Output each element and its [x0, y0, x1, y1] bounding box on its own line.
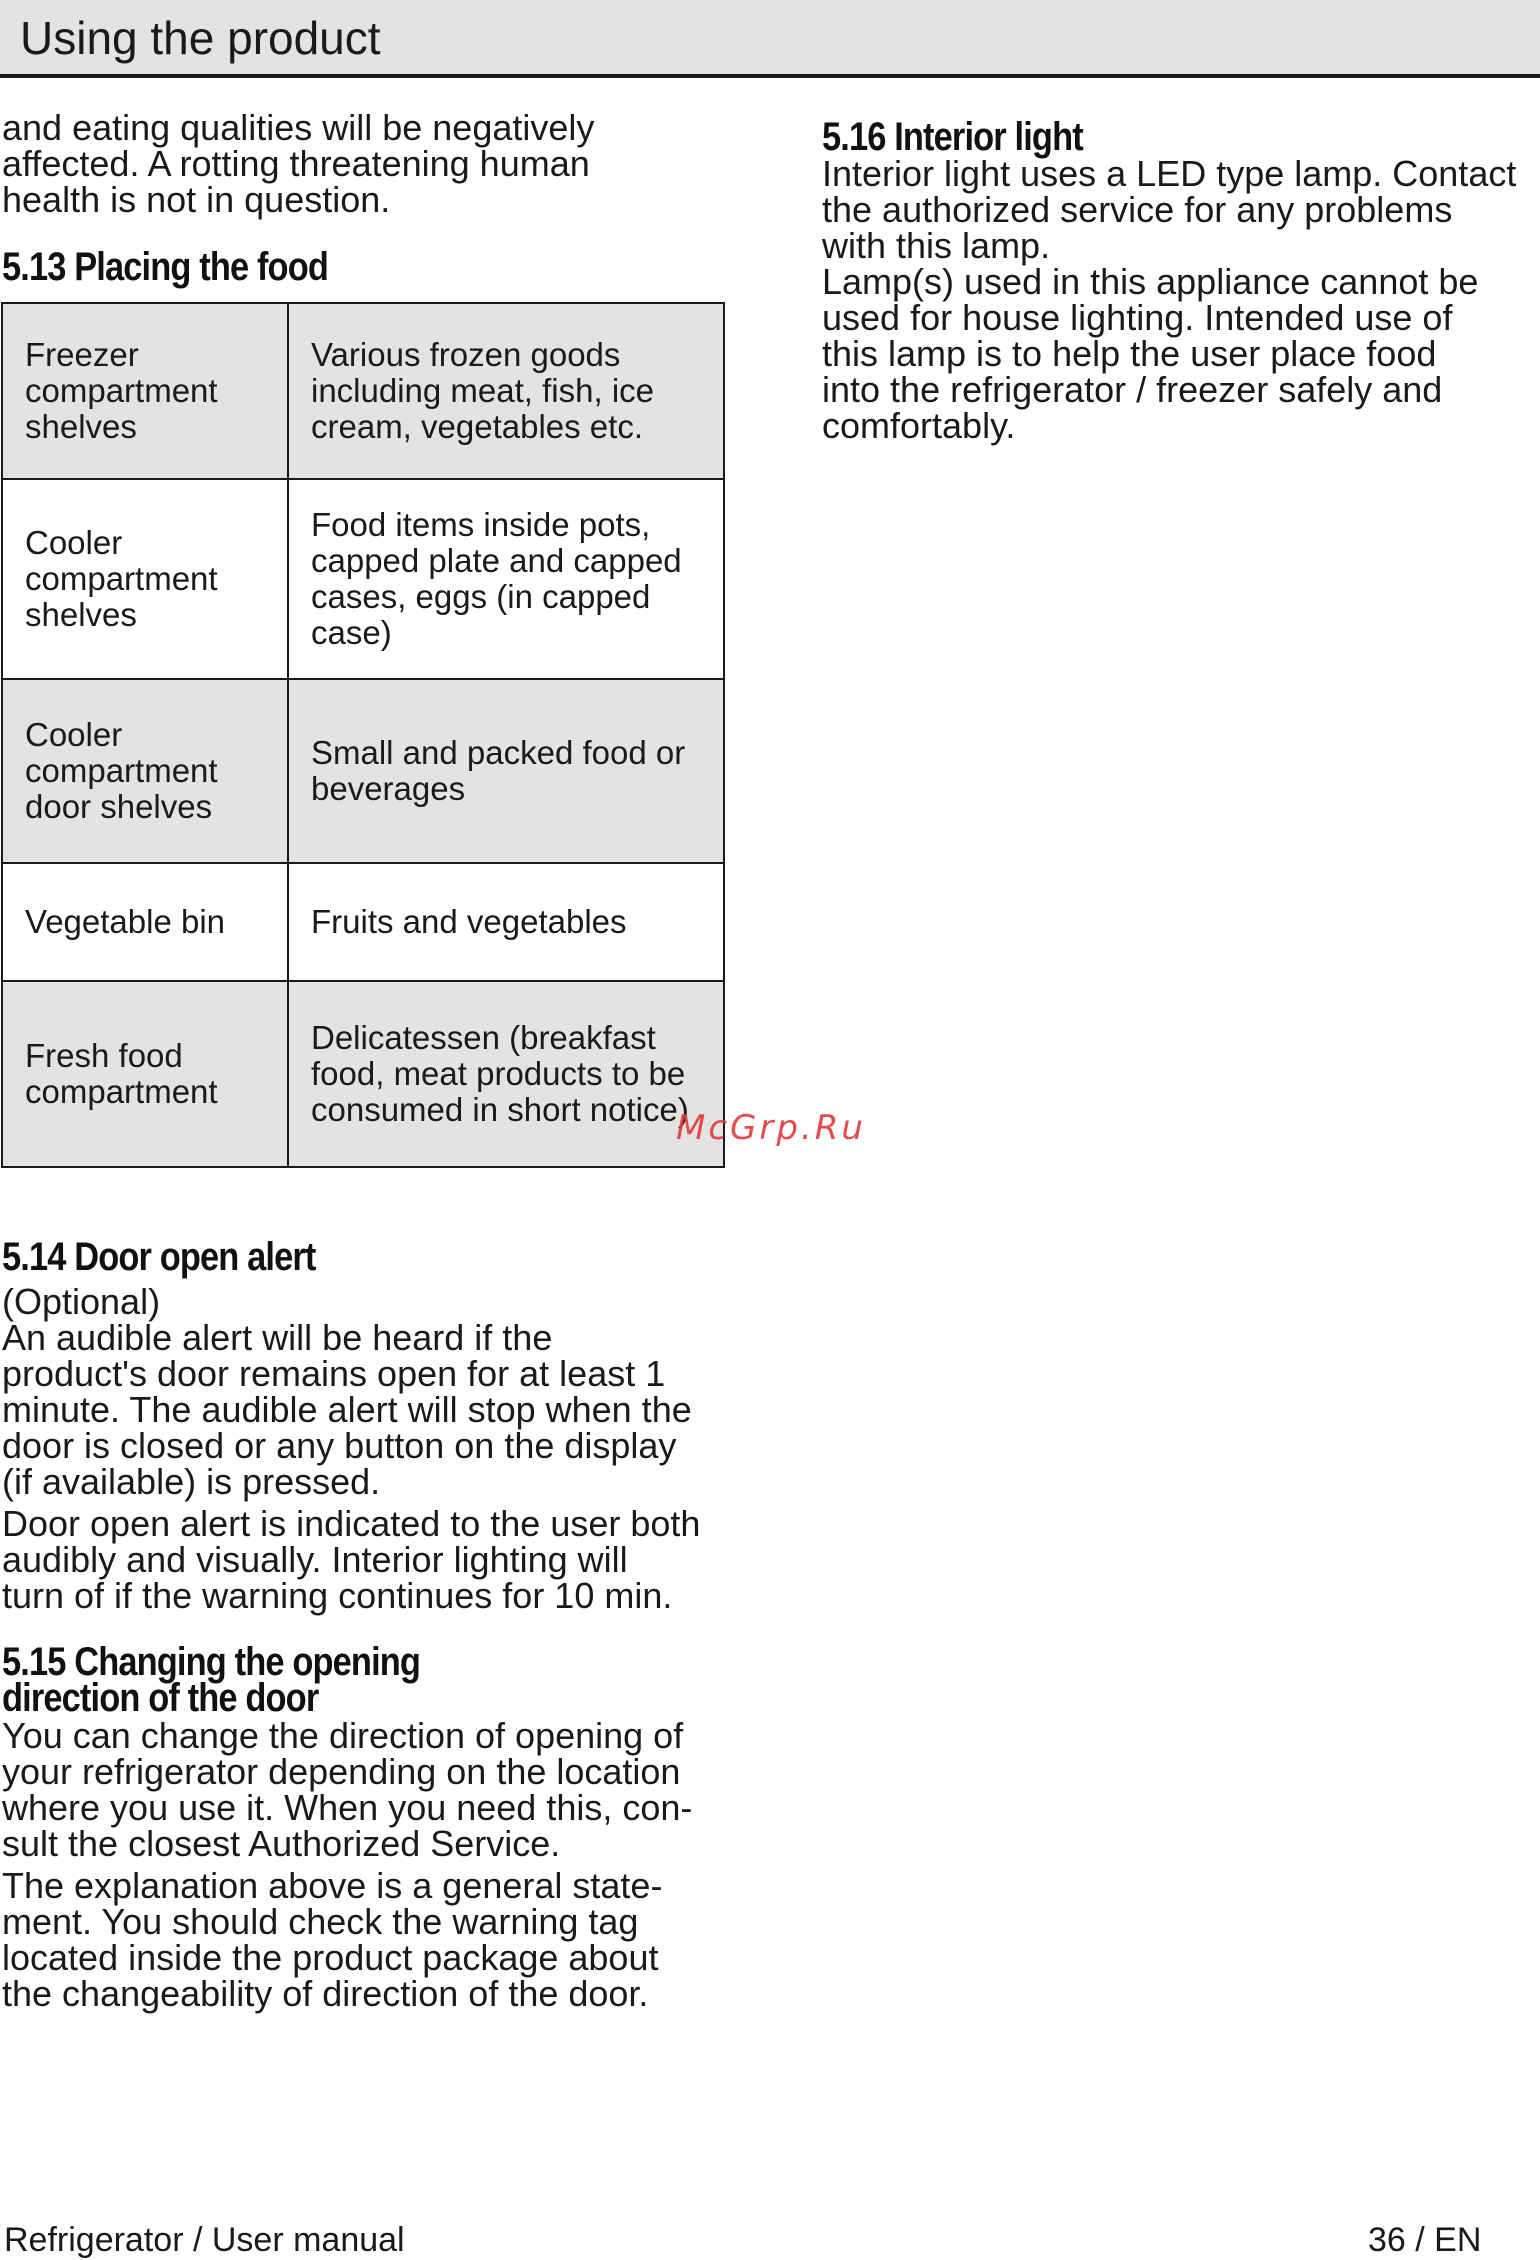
text-line: (Optional) [2, 1281, 161, 1322]
footer-doc-title: Refrigerator / User manual [4, 2221, 405, 2259]
text-line: sult the closest Authorized Service. [2, 1823, 561, 1864]
text-line: turn of if the warning continues for 10 min. [2, 1575, 673, 1616]
text-line: this lamp is to help the user place food [822, 333, 1437, 374]
food-placement-table [1, 302, 725, 1168]
text-line: into the refrigerator / freezer safely and [822, 369, 1443, 410]
text-line: the changeability of direction of the door. [2, 1973, 649, 2014]
text-line: minute. The audible alert will stop when the [2, 1389, 692, 1430]
table-row [2, 863, 724, 981]
page-header-title: Using the product [20, 12, 381, 64]
section-515-paragraph-1 [2, 1715, 762, 1864]
intro-line: and eating qualities will be negatively [2, 107, 595, 148]
text-line: the authorized service for any problems [822, 189, 1453, 230]
section-515-paragraph-2 [2, 1865, 762, 2014]
section-516 [822, 115, 1540, 446]
text-line: your refrigerator depending on the location [2, 1751, 681, 1792]
intro-line: affected. A rotting threatening human [2, 143, 590, 184]
section-516-paragraph [822, 153, 1540, 446]
text-line: An audible alert will be heard if the [2, 1317, 553, 1358]
text-line: audibly and visually. Interior lighting will [2, 1539, 628, 1580]
section-516-title: 5.16 Interior light [822, 115, 1083, 159]
text-line: used for house lighting. Intended use of [822, 297, 1453, 338]
text-line: Interior light uses a LED type lamp. Contact [822, 153, 1517, 194]
table-cell-contents: Food items inside pots, capped plate and capped cases, eggs (in capped case) [288, 479, 724, 679]
section-514-paragraph-2 [2, 1503, 762, 1616]
table-cell-contents: Fruits and vegetables [288, 863, 724, 981]
section-514-paragraph-1 [2, 1281, 762, 1502]
text-line: product's door remains open for at least 1 [2, 1353, 666, 1394]
footer-page-number: 36 / EN [1368, 2221, 1482, 2259]
text-line: ment. You should check the warning tag [2, 1901, 639, 1942]
text-line: located inside the product package about [2, 1937, 659, 1978]
table-cell-place: Vegetable bin [2, 863, 288, 981]
table-row [2, 479, 724, 679]
section-514 [2, 1235, 762, 1620]
table-cell-place: Cooler compartment door shelves [2, 679, 288, 863]
table-row [2, 981, 724, 1167]
section-515-title-line: direction of the door [2, 1676, 319, 1720]
table-cell-contents: Various frozen goods including meat, fish, ice cream, vegetables etc. [288, 303, 724, 479]
text-line: door is closed or any button on the display [2, 1425, 677, 1466]
text-line: Lamp(s) used in this appliance cannot be [822, 261, 1479, 302]
section-514-title: 5.14 Door open alert [2, 1235, 316, 1279]
intro-paragraph [2, 107, 742, 220]
table-cell-place: Freezer compartment shelves [2, 303, 288, 479]
text-line: comfortably. [822, 405, 1016, 446]
table-cell-contents: Small and packed food or beverages [288, 679, 724, 863]
intro-line: health is not in question. [2, 179, 391, 220]
text-line: (if available) is pressed. [2, 1461, 381, 1502]
table-cell-contents: Delicatessen (breakfast food, meat products to be consumed in short notice) [288, 981, 724, 1167]
page-header [0, 0, 1540, 78]
section-515-title-line: 5.15 Changing the opening [2, 1640, 421, 1684]
text-line: The explanation above is a general state- [2, 1865, 663, 1906]
section-515 [2, 1640, 762, 2018]
table-row [2, 303, 724, 479]
text-line: Door open alert is indicated to the user both [2, 1503, 701, 1544]
watermark: McGrp.Ru [676, 1108, 866, 1148]
text-line: where you use it. When you need this, con- [2, 1787, 693, 1828]
text-line: You can change the direction of opening of [2, 1715, 684, 1756]
text-line: with this lamp. [822, 225, 1051, 266]
section-513-title: 5.13 Placing the food [2, 245, 329, 289]
table-row [2, 679, 724, 863]
table-cell-place: Fresh food compartment [2, 981, 288, 1167]
table-cell-place: Cooler compartment shelves [2, 479, 288, 679]
